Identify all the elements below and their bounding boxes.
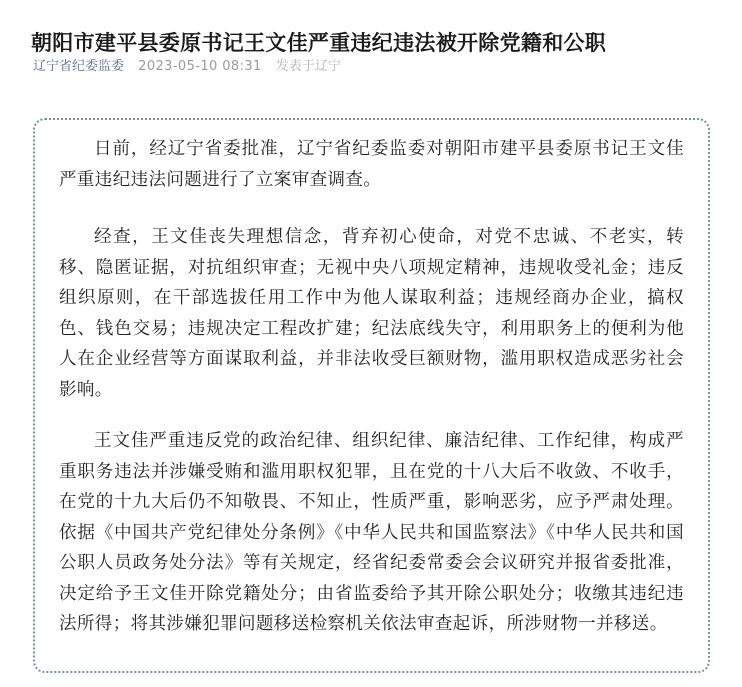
account-name-link[interactable]: 辽宁省纪委监委	[33, 59, 125, 74]
publish-location: 发表于辽宁	[275, 59, 341, 74]
article-meta	[33, 58, 341, 76]
article-content-box	[33, 118, 710, 673]
content-paragraph-2: 经查，王文佳丧失理想信念，背弃初心使命，对党不忠诚、不老实，转移、隐匿证据，对抗组织审查；无视中央八项规定精神，违规收受礼金；违反组织原则，在干部选拔任用工作中为他人谋取利益；违规经商办企业，搞权色、钱色交易；违规决定工程改扩建；纪法底线失守，利用职务上的便利为他人在企业经营等方面谋取利益，并非法收受巨额财物，滥用职权造成恶劣社会影响。	[59, 227, 684, 400]
content-paragraph-1: 日前，经辽宁省委批准，辽宁省纪委监委对朝阳市建平县委原书记王文佳严重违纪违法问题进行了立案审查调查。	[59, 139, 684, 190]
content-paragraph-3: 王文佳严重违反党的政治纪律、组织纪律、廉洁纪律、工作纪律，构成严重职务违法并涉嫌受贿和滥用职权犯罪，且在党的十八大后不收敛、不收手，在党的十九大后仍不知敬畏、不知止，性质严重，影响恶劣，应予严肃处理。依据《中国共产党纪律处分条例》《中华人民共和国监察法》《中华人民共和国公职人员政务处分法》等有关规定，经省纪委常委会会议研究并报省委批准，决定给予王文佳开除党籍处分；由省监委给予其开除公职处分；收缴其违纪违法所得；将其涉嫌犯罪问题移送检察机关依法审查起诉，所涉财物一并移送。	[59, 431, 684, 634]
publish-time: 2023-05-10 08:31	[138, 59, 262, 74]
article-title: 朝阳市建平县委原书记王文佳严重违纪违法被开除党籍和公职	[31, 31, 607, 56]
